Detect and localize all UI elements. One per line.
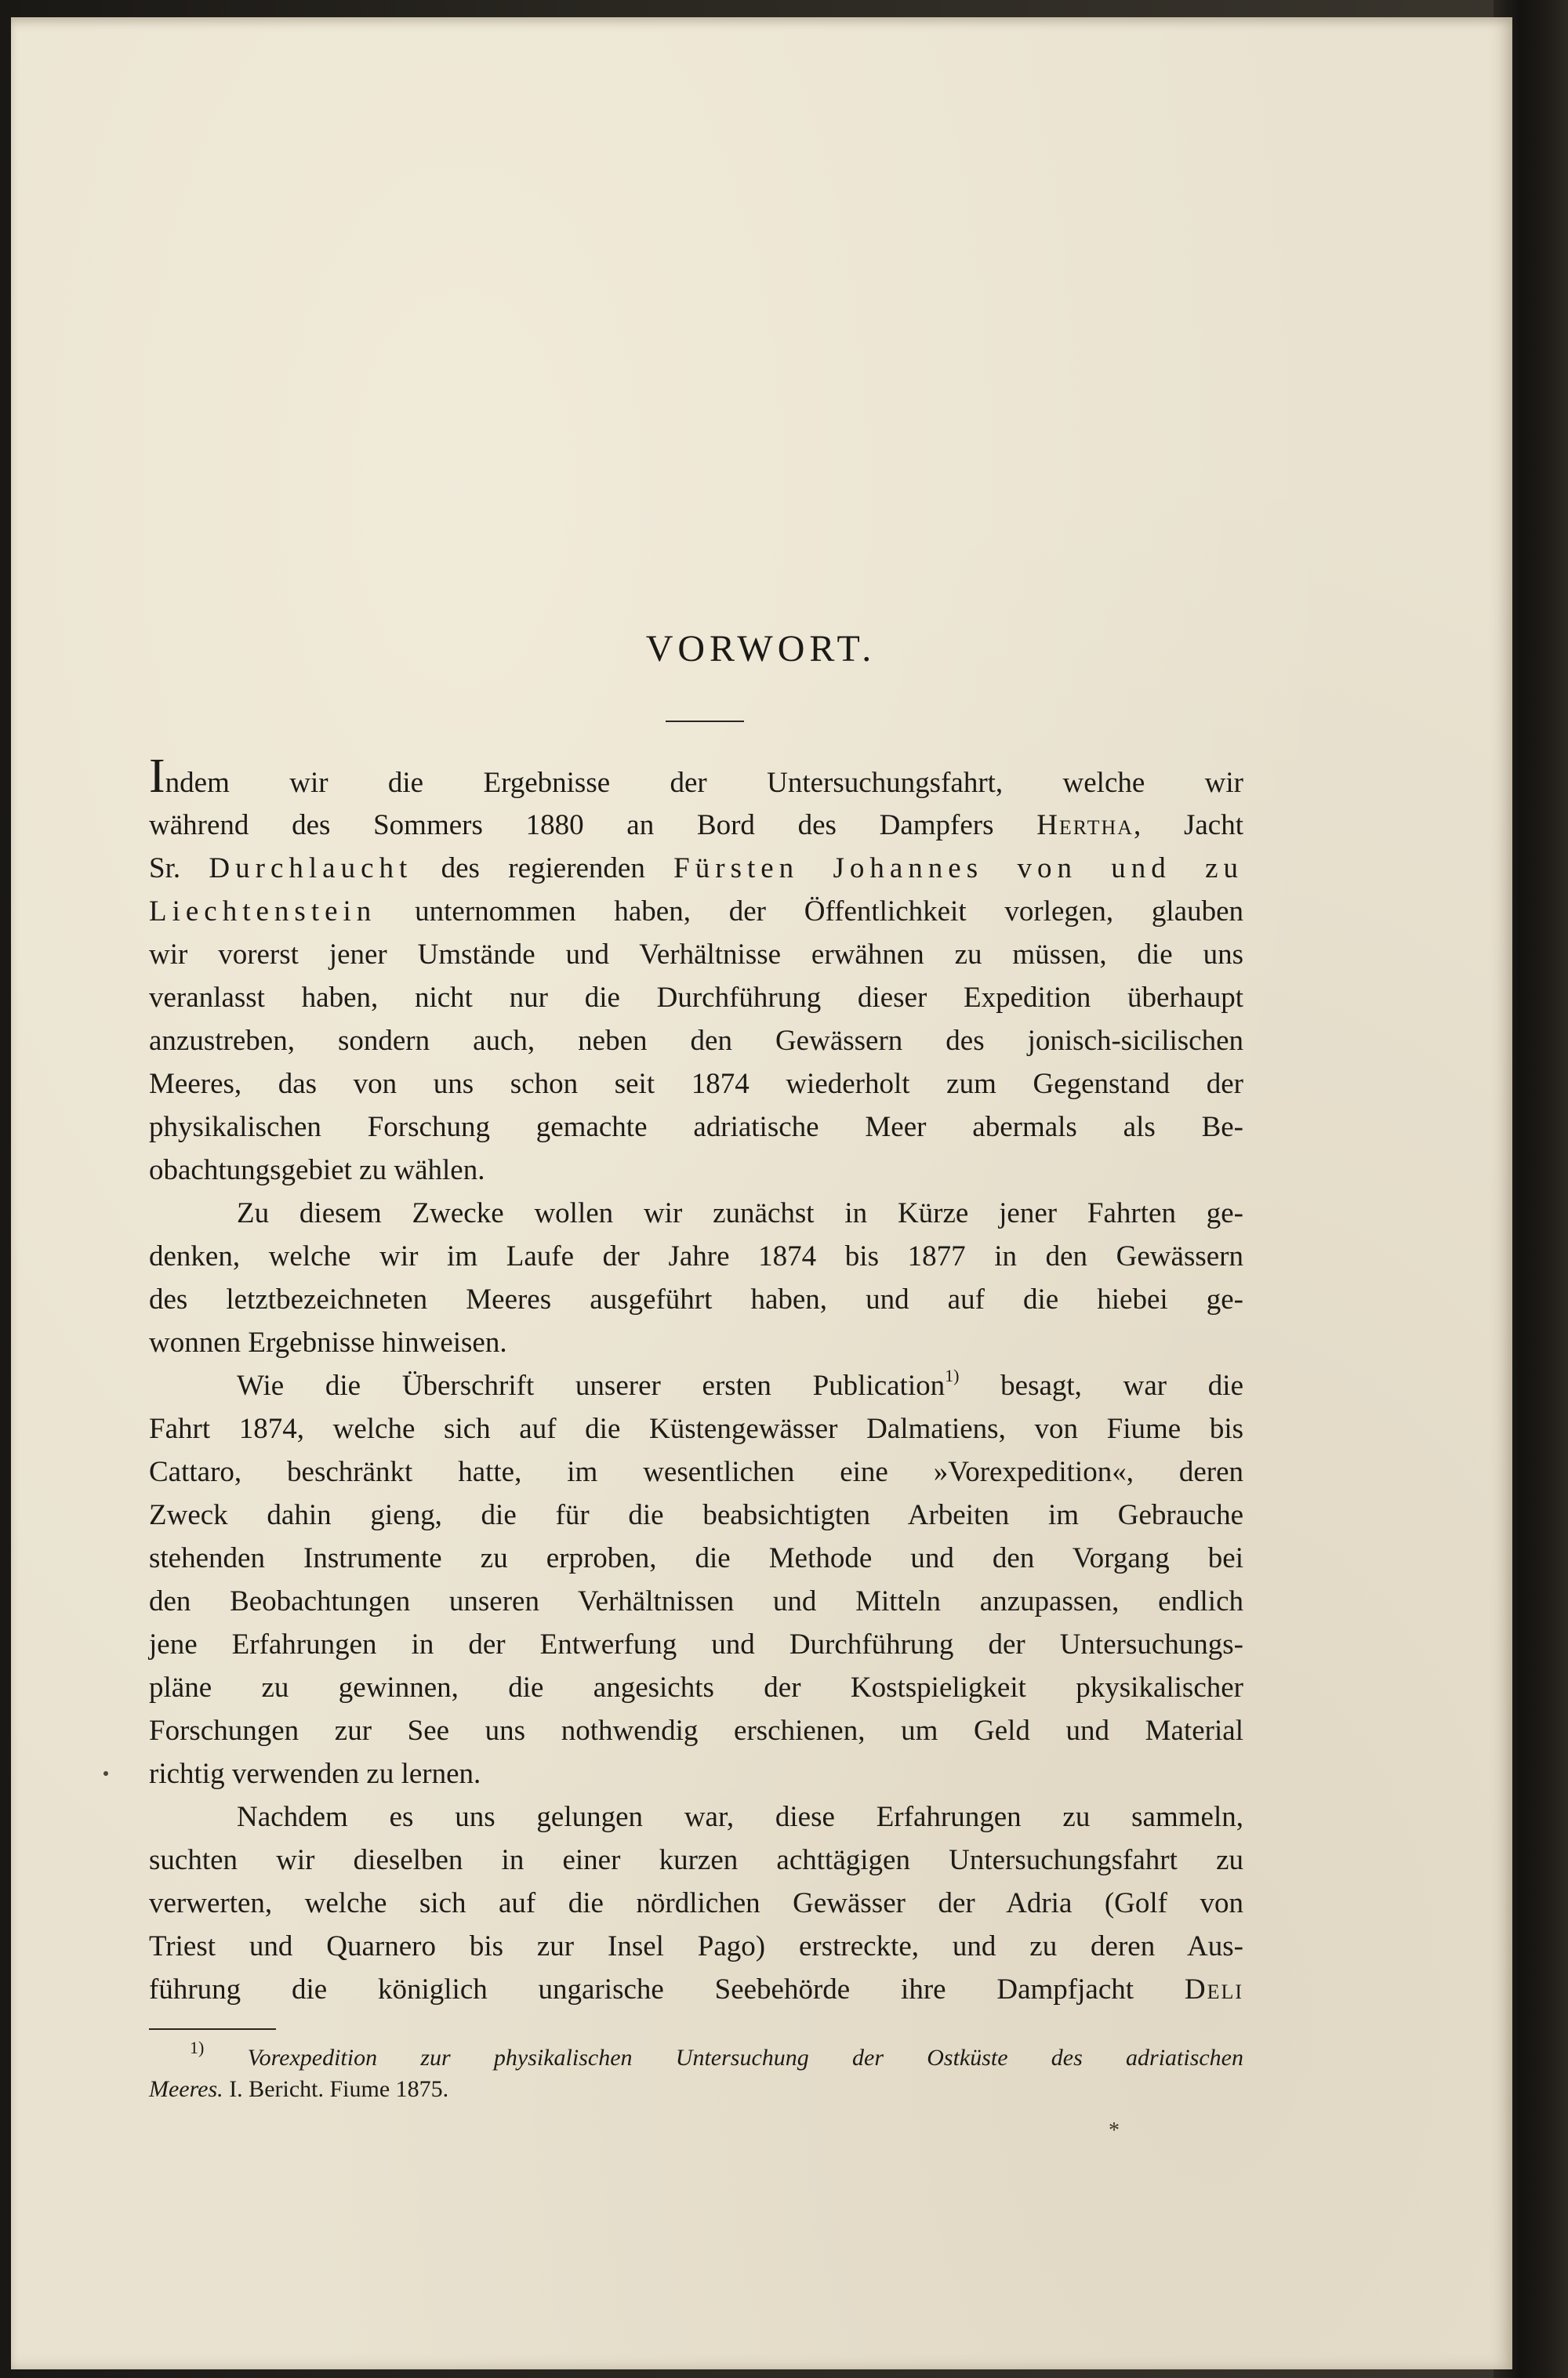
book-page [11,17,1512,2369]
text-line: suchten wir dieselben in einer kurzen achttägigen Untersuchungsfahrt zu [149,1844,1243,1876]
text-line: Sr. Durchlaucht des regierenden Fürsten Johannes von und zu [149,852,1243,884]
text-line: Zu diesem Zwecke wollen wir zunächst in Kürze jener Fahrten ge- [237,1197,1243,1229]
text-line: verwerten, welche sich auf die nördlichen Gewässer der Adria (Golf von [149,1887,1243,1919]
text-line: Cattaro, beschränkt hatte, im wesentlichen eine »Vorexpedition«, deren [149,1456,1243,1488]
text-line: Forschungen zur See uns nothwendig erschienen, um Geld und Material [149,1715,1243,1747]
text-line: Nachdem es uns gelungen war, diese Erfahrungen zu sammeln, [237,1801,1243,1833]
text-line: während des Sommers 1880 an Bord des Dampfers Hertha, Jacht [149,809,1243,841]
text-line: physikalischen Forschung gemachte adriatische Meer abermals als Be- [149,1111,1243,1143]
footnote [149,2038,1243,2105]
ship-name: Hertha [1036,809,1134,841]
text-line: wonnen Ergebnisse hinweisen. [149,1327,507,1359]
text-line: obachtungsgebiet zu wählen. [149,1154,485,1186]
footnote-marker: 1) [190,2038,205,2057]
footnote-reference[interactable]: 1) [945,1365,960,1385]
drop-cap: I [149,750,165,803]
page-title: VORWORT. [645,628,877,670]
paragraph-4 [149,1795,1243,2011]
text-line: wir vorerst jener Umstände und Verhältnisse erwähnen zu müssen, die uns [149,938,1243,971]
text-line: den Beobachtungen unseren Verhältnissen und Mitteln anzupassen, endlich [149,1585,1243,1617]
text-line: Zweck dahin gieng, die für die beabsichtigten Arbeiten im Gebrauche [149,1499,1243,1531]
footnote-line: $^{1)}$ Vorexpedition zur physikalischen Untersuchung der Ostküste des adriatischen [190,2038,1243,2071]
text-line: Fahrt 1874, welche sich auf die Küstengewässer Dalmatiens, von Fiume bis [149,1413,1243,1445]
margin-mark [103,1771,108,1776]
text-line: anzustreben, sondern auch, neben den Gewässern des jonisch-sicilischen [149,1025,1243,1057]
text-line: pläne zu gewinnen, die angesichts der Kostspieligkeit pkysikalischer [149,1672,1243,1704]
ship-name: Deli [1184,1973,1243,2006]
text-line: denken, welche wir im Laufe der Jahre 1874 bis 1877 in den Gewässern [149,1240,1243,1273]
text-line: Wie die Überschrift unserer ersten Publication$^{1)}$ besagt, war die [237,1365,1243,1402]
paragraph-1 [149,750,1243,1192]
paragraph-2 [149,1192,1243,1364]
text-line: Meeres, das von uns schon seit 1874 wiederholt zum Gegenstand der [149,1068,1243,1100]
text-line: Liechtenstein unternommen haben, der Öffentlichkeit vorlegen, glauben [149,895,1243,928]
text-line: stehenden Instrumente zu erproben, die Methode und den Vorgang bei [149,1542,1243,1574]
text-line: Indem wir die Ergebnisse der Untersuchungsfahrt, welche wir [149,750,1243,803]
text-line: Triest und Quarnero bis zur Insel Pago) erstreckte, und zu deren Aus- [149,1930,1243,1962]
text-line: richtig verwenden zu lernen. [149,1758,481,1790]
text-line: führung die königlich ungarische Seebehörde ihre Dampfjacht Deli [149,1973,1243,2006]
signature-mark: * [1109,2118,1120,2143]
footnote-rule [149,2028,276,2030]
paragraph-3 [149,1364,1243,1795]
footnote-line: Meeres. I. Bericht. Fiume 1875. [149,2076,449,2102]
text-line: veranlasst haben, nicht nur die Durchführung dieser Expedition überhaupt [149,982,1243,1014]
title-rule [666,721,744,722]
text-line: des letztbezeichneten Meeres ausgeführt haben, und auf die hiebei ge- [149,1283,1243,1316]
body-text [149,750,1243,2011]
text-line: jene Erfahrungen in der Entwerfung und Durchführung der Untersuchungs- [149,1628,1243,1661]
